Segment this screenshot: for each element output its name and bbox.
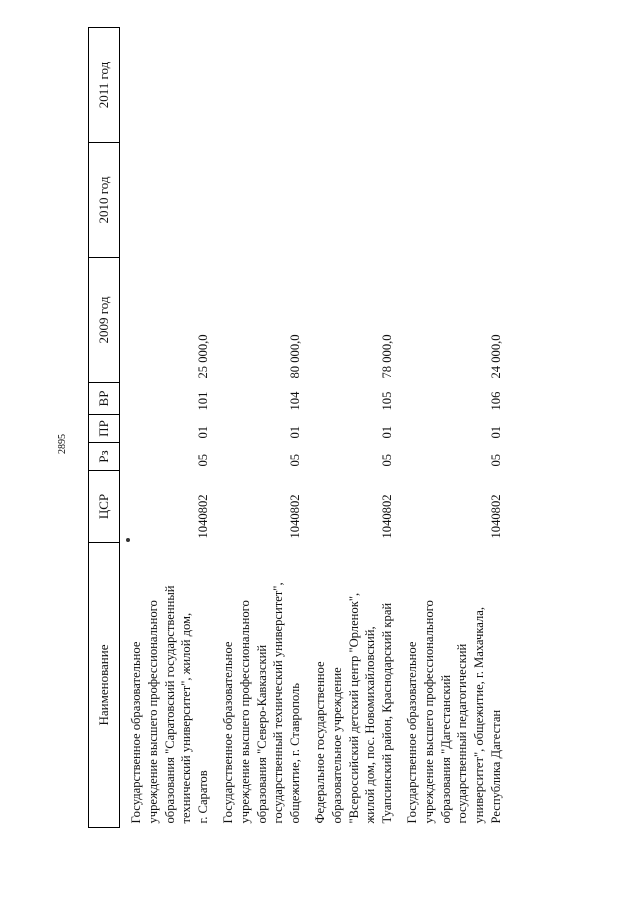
- cell-y2010: [312, 143, 396, 258]
- cell-vr: 105: [380, 391, 395, 411]
- table-row: [220, 28, 304, 828]
- cell-pr: 01: [196, 425, 211, 439]
- row-spacer: [212, 28, 220, 828]
- cell-vr: 101: [196, 391, 211, 411]
- spacer-cell: [304, 28, 312, 828]
- spacer-cell: [396, 28, 404, 828]
- cell-pr: 01: [288, 425, 303, 439]
- name-line: технический университет", жилой дом,: [179, 612, 194, 824]
- name-line: "Всероссийский детский центр "Орленок",: [346, 592, 361, 824]
- name-line: г. Саратов: [196, 770, 211, 824]
- cell-rz: 05: [196, 453, 211, 467]
- name-line: учреждение высшего профессионального: [421, 600, 436, 824]
- cell-y2011: [404, 28, 505, 143]
- name-line: университет", общежитие, г. Махачкала,: [472, 607, 487, 824]
- cell-csr: 1040802: [288, 494, 303, 539]
- spacer-cell: [120, 28, 129, 828]
- name-line: образования "Саратовский государственный: [162, 585, 177, 824]
- cell-y2009: 80 000,0: [288, 334, 303, 379]
- name-line: Республика Дагестан: [488, 709, 503, 824]
- cell-y2011: [220, 28, 304, 143]
- cell-y2010: [128, 143, 212, 258]
- cell-pr: 01: [380, 425, 395, 439]
- name-line: учреждение высшего профессионального: [237, 600, 252, 824]
- rotated-table-wrapper: [88, 28, 612, 828]
- cell-vr: 104: [288, 391, 303, 411]
- header-csr: ЦСР: [89, 471, 120, 543]
- name-line: жилой дом, пос. Новомихайловский,: [363, 626, 378, 824]
- cell-name: [220, 543, 304, 828]
- header-2009: 2009 год: [89, 258, 120, 383]
- header-2010: 2010 год: [89, 143, 120, 258]
- name-line: образования "Северо-Кавказский: [254, 644, 269, 824]
- name-line: Туапсинский район, Краснодарский край: [380, 602, 395, 824]
- name-line: образования "Дагестанский: [438, 674, 453, 824]
- cell-y2011: [128, 28, 212, 143]
- cell-name: [404, 543, 505, 828]
- name-line: Государственное образовательное: [404, 641, 419, 824]
- budget-table: [88, 27, 505, 828]
- cell-csr: 1040802: [380, 494, 395, 539]
- table-row: [128, 28, 212, 828]
- cell-rz: 05: [380, 453, 395, 467]
- name-line: Государственное образовательное: [129, 641, 143, 824]
- cell-pr: 01: [488, 425, 503, 439]
- cell-y2010: [220, 143, 304, 258]
- header-vr: ВР: [89, 383, 120, 415]
- cell-y2009: 24 000,0: [488, 334, 503, 379]
- page-number: 2895: [57, 434, 68, 454]
- header-name: Наименование: [89, 543, 120, 828]
- table-row: [312, 28, 396, 828]
- row-spacer: [120, 28, 129, 828]
- cell-y2009: 78 000,0: [380, 334, 395, 379]
- cell-name: [128, 543, 212, 828]
- header-pr: ПР: [89, 415, 120, 443]
- name-line: государственный педагогический: [455, 643, 470, 824]
- spacer-cell: [212, 28, 220, 828]
- cell-vr: 106: [488, 391, 503, 411]
- name-line: образовательное учреждение: [329, 667, 344, 824]
- cell-rz: 05: [288, 453, 303, 467]
- cell-rz: 05: [488, 453, 503, 467]
- row-spacer: [396, 28, 404, 828]
- cell-y2010: [404, 143, 505, 258]
- header-2011: 2011 год: [89, 28, 120, 143]
- cell-y2009: 25 000,0: [196, 334, 211, 379]
- name-line: общежитие, г. Ставрополь: [288, 682, 303, 824]
- table-body: [120, 28, 505, 828]
- header-row: [89, 28, 120, 828]
- cell-y2011: [312, 28, 396, 143]
- row-spacer: [304, 28, 312, 828]
- cell-csr: 1040802: [196, 494, 211, 539]
- cell-csr: 1040802: [488, 494, 503, 539]
- name-line: Государственное образовательное: [220, 641, 235, 824]
- name-line: государственный технический университет",: [271, 582, 286, 824]
- name-line: Федеральное государственное: [312, 661, 327, 824]
- cell-name: [312, 543, 396, 828]
- name-line: учреждение высшего профессионального: [145, 600, 160, 824]
- header-rz: Рз: [89, 443, 120, 471]
- table-row: [404, 28, 505, 828]
